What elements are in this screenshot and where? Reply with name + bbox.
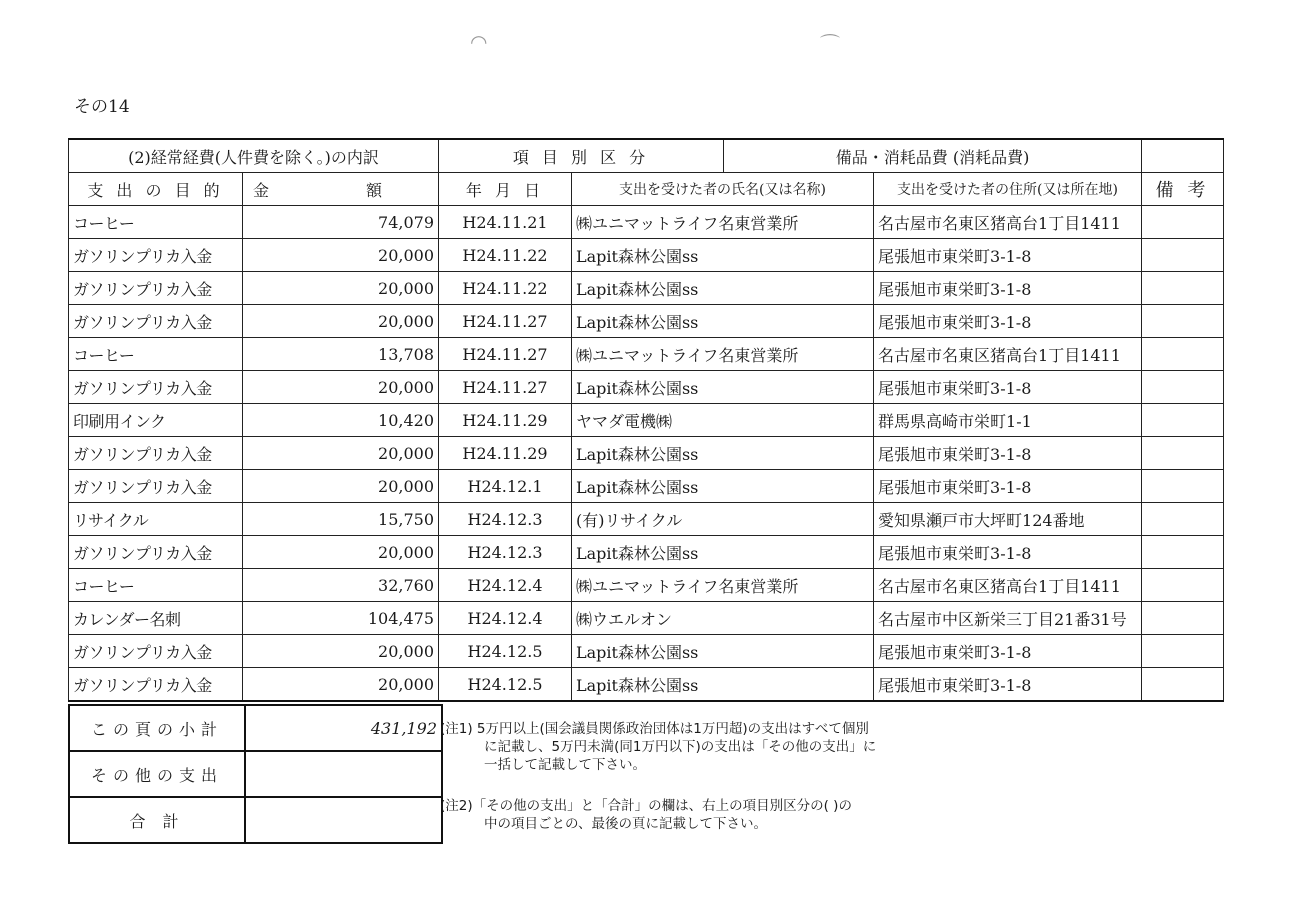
payee-address-cell: 尾張旭市東栄町3-1-8	[874, 272, 1142, 305]
table-row	[69, 305, 1224, 338]
remarks-cell	[1142, 404, 1224, 437]
remarks-cell	[1142, 239, 1224, 272]
payee-address-cell: 尾張旭市東栄町3-1-8	[874, 239, 1142, 272]
totals-table	[68, 704, 443, 844]
payee-address-cell: 尾張旭市東栄町3-1-8	[874, 305, 1142, 338]
table-row	[69, 470, 1224, 503]
purpose-cell: ガソリンプリカ入金	[69, 437, 243, 470]
table-header-row-2	[69, 173, 1224, 206]
remarks-cell	[1142, 305, 1224, 338]
total-label: 合 計	[69, 797, 245, 843]
payee-name-cell: (有)リサイクル	[572, 503, 874, 536]
date-cell: H24.12.4	[439, 602, 572, 635]
table-row	[69, 635, 1224, 668]
col-date-header: 年 月 日	[439, 173, 572, 206]
amount-cell: 20,000	[243, 371, 439, 404]
amount-cell: 20,000	[243, 635, 439, 668]
table-row	[69, 437, 1224, 470]
table-row	[69, 206, 1224, 239]
payee-address-cell: 群馬県高崎市栄町1-1	[874, 404, 1142, 437]
purpose-cell: コーヒー	[69, 338, 243, 371]
col-payee-name-header: 支出を受けた者の氏名(又は名称)	[572, 173, 874, 206]
scan-mark-2: ⌒	[820, 32, 840, 56]
purpose-cell: コーヒー	[69, 569, 243, 602]
table-row	[69, 536, 1224, 569]
remarks-cell	[1142, 206, 1224, 239]
payee-address-cell: 尾張旭市東栄町3-1-8	[874, 635, 1142, 668]
note-1-line-3: 一括して記載して下さい。	[484, 757, 646, 773]
amount-cell: 32,760	[243, 569, 439, 602]
amount-cell: 20,000	[243, 272, 439, 305]
payee-name-cell: Lapit森林公園ss	[572, 536, 874, 569]
remarks-cell	[1142, 569, 1224, 602]
date-cell: H24.12.5	[439, 668, 572, 702]
payee-name-cell: Lapit森林公園ss	[572, 371, 874, 404]
payee-name-cell: ㈱ユニマットライフ名東営業所	[572, 569, 874, 602]
amount-cell: 13,708	[243, 338, 439, 371]
payee-name-cell: ㈱ユニマットライフ名東営業所	[572, 338, 874, 371]
amount-cell: 20,000	[243, 239, 439, 272]
payee-address-cell: 尾張旭市東栄町3-1-8	[874, 371, 1142, 404]
amount-cell: 15,750	[243, 503, 439, 536]
payee-name-cell: Lapit森林公園ss	[572, 635, 874, 668]
amount-cell: 20,000	[243, 536, 439, 569]
table-row	[69, 569, 1224, 602]
date-cell: H24.11.22	[439, 272, 572, 305]
category-label: 項 目 別 区 分	[439, 139, 724, 173]
table-row	[69, 668, 1224, 702]
total-value	[245, 797, 442, 843]
purpose-cell: ガソリンプリカ入金	[69, 371, 243, 404]
amount-cell: 104,475	[243, 602, 439, 635]
payee-address-cell: 愛知県瀬戸市大坪町124番地	[874, 503, 1142, 536]
payee-name-cell: Lapit森林公園ss	[572, 437, 874, 470]
purpose-cell: 印刷用インク	[69, 404, 243, 437]
payee-address-cell: 名古屋市名東区猪高台1丁目1411	[874, 338, 1142, 371]
table-row	[69, 239, 1224, 272]
purpose-cell: ガソリンプリカ入金	[69, 470, 243, 503]
payee-address-cell: 尾張旭市東栄町3-1-8	[874, 470, 1142, 503]
date-cell: H24.11.29	[439, 404, 572, 437]
date-cell: H24.12.5	[439, 635, 572, 668]
payee-name-cell: ㈱ウエルオン	[572, 602, 874, 635]
remarks-cell	[1142, 602, 1224, 635]
note-1-line-2: に記載し、5万円未満(同1万円以下)の支出は「その他の支出」に	[484, 739, 877, 755]
amount-cell: 20,000	[243, 470, 439, 503]
payee-address-cell: 尾張旭市東栄町3-1-8	[874, 668, 1142, 702]
amount-cell: 20,000	[243, 668, 439, 702]
remarks-cell	[1142, 470, 1224, 503]
amount-cell: 74,079	[243, 206, 439, 239]
note-2	[440, 797, 852, 833]
table-row	[69, 602, 1224, 635]
remarks-cell	[1142, 338, 1224, 371]
purpose-cell: ガソリンプリカ入金	[69, 668, 243, 702]
payee-name-cell: Lapit森林公園ss	[572, 272, 874, 305]
note-1-line-1: (注1) 5万円以上(国会議員関係政治団体は1万円超)の支出はすべて個別	[440, 721, 869, 737]
subtotal-value: 431,192	[245, 705, 442, 751]
col-remarks-header: 備 考	[1142, 173, 1224, 206]
purpose-cell: ガソリンプリカ入金	[69, 536, 243, 569]
header-blank-cell	[1142, 139, 1224, 173]
table-row	[69, 503, 1224, 536]
remarks-cell	[1142, 536, 1224, 569]
payee-name-cell: Lapit森林公園ss	[572, 470, 874, 503]
purpose-cell: リサイクル	[69, 503, 243, 536]
note-1	[440, 720, 876, 774]
other-expenses-value	[245, 751, 442, 797]
date-cell: H24.12.4	[439, 569, 572, 602]
remarks-cell	[1142, 635, 1224, 668]
remarks-cell	[1142, 371, 1224, 404]
remarks-cell	[1142, 668, 1224, 702]
payee-name-cell: ヤマダ電機㈱	[572, 404, 874, 437]
purpose-cell: コーヒー	[69, 206, 243, 239]
remarks-cell	[1142, 272, 1224, 305]
payee-address-cell: 尾張旭市東栄町3-1-8	[874, 437, 1142, 470]
date-cell: H24.11.21	[439, 206, 572, 239]
purpose-cell: ガソリンプリカ入金	[69, 635, 243, 668]
purpose-cell: ガソリンプリカ入金	[69, 272, 243, 305]
payee-name-cell: ㈱ユニマットライフ名東営業所	[572, 206, 874, 239]
payee-address-cell: 名古屋市名東区猪高台1丁目1411	[874, 206, 1142, 239]
amount-cell: 20,000	[243, 437, 439, 470]
date-cell: H24.11.27	[439, 338, 572, 371]
category-value: 備品・消耗品費 (消耗品費)	[724, 139, 1142, 173]
other-expenses-row	[69, 751, 442, 797]
date-cell: H24.12.3	[439, 536, 572, 569]
payee-address-cell: 尾張旭市東栄町3-1-8	[874, 536, 1142, 569]
date-cell: H24.11.22	[439, 239, 572, 272]
table-header-row-1	[69, 139, 1224, 173]
date-cell: H24.11.27	[439, 305, 572, 338]
payee-name-cell: Lapit森林公園ss	[572, 668, 874, 702]
amount-cell: 20,000	[243, 305, 439, 338]
payee-address-cell: 名古屋市中区新栄三丁目21番31号	[874, 602, 1142, 635]
amount-cell: 10,420	[243, 404, 439, 437]
total-row	[69, 797, 442, 843]
col-purpose-header: 支 出 の 目 的	[69, 173, 243, 206]
date-cell: H24.11.27	[439, 371, 572, 404]
scan-mark-1: ◠	[470, 30, 488, 54]
note-2-line-1: (注2)「その他の支出」と「合計」の欄は、右上の項目別区分の( )の	[440, 798, 852, 814]
col-payee-address-header: 支出を受けた者の住所(又は所在地)	[874, 173, 1142, 206]
purpose-cell: ガソリンプリカ入金	[69, 239, 243, 272]
payee-address-cell: 名古屋市名東区猪高台1丁目1411	[874, 569, 1142, 602]
note-2-line-2: 中の項目ごとの、最後の頁に記載して下さい。	[484, 816, 767, 832]
date-cell: H24.12.1	[439, 470, 572, 503]
payee-name-cell: Lapit森林公園ss	[572, 305, 874, 338]
date-cell: H24.12.3	[439, 503, 572, 536]
subtotal-row	[69, 705, 442, 751]
table-row	[69, 338, 1224, 371]
purpose-cell: ガソリンプリカ入金	[69, 305, 243, 338]
table-row	[69, 371, 1224, 404]
col-amount-header: 金 額	[243, 173, 439, 206]
remarks-cell	[1142, 437, 1224, 470]
payee-name-cell: Lapit森林公園ss	[572, 239, 874, 272]
page-label: その14	[74, 97, 130, 117]
other-expenses-label: その他の支出	[69, 751, 245, 797]
expense-table	[68, 138, 1224, 702]
subtotal-label: この頁の小計	[69, 705, 245, 751]
table-body	[69, 206, 1224, 702]
table-row	[69, 404, 1224, 437]
section-title: (2)経常経費(人件費を除く。)の内訳	[69, 139, 439, 173]
table-row	[69, 272, 1224, 305]
remarks-cell	[1142, 503, 1224, 536]
purpose-cell: カレンダー名刺	[69, 602, 243, 635]
date-cell: H24.11.29	[439, 437, 572, 470]
